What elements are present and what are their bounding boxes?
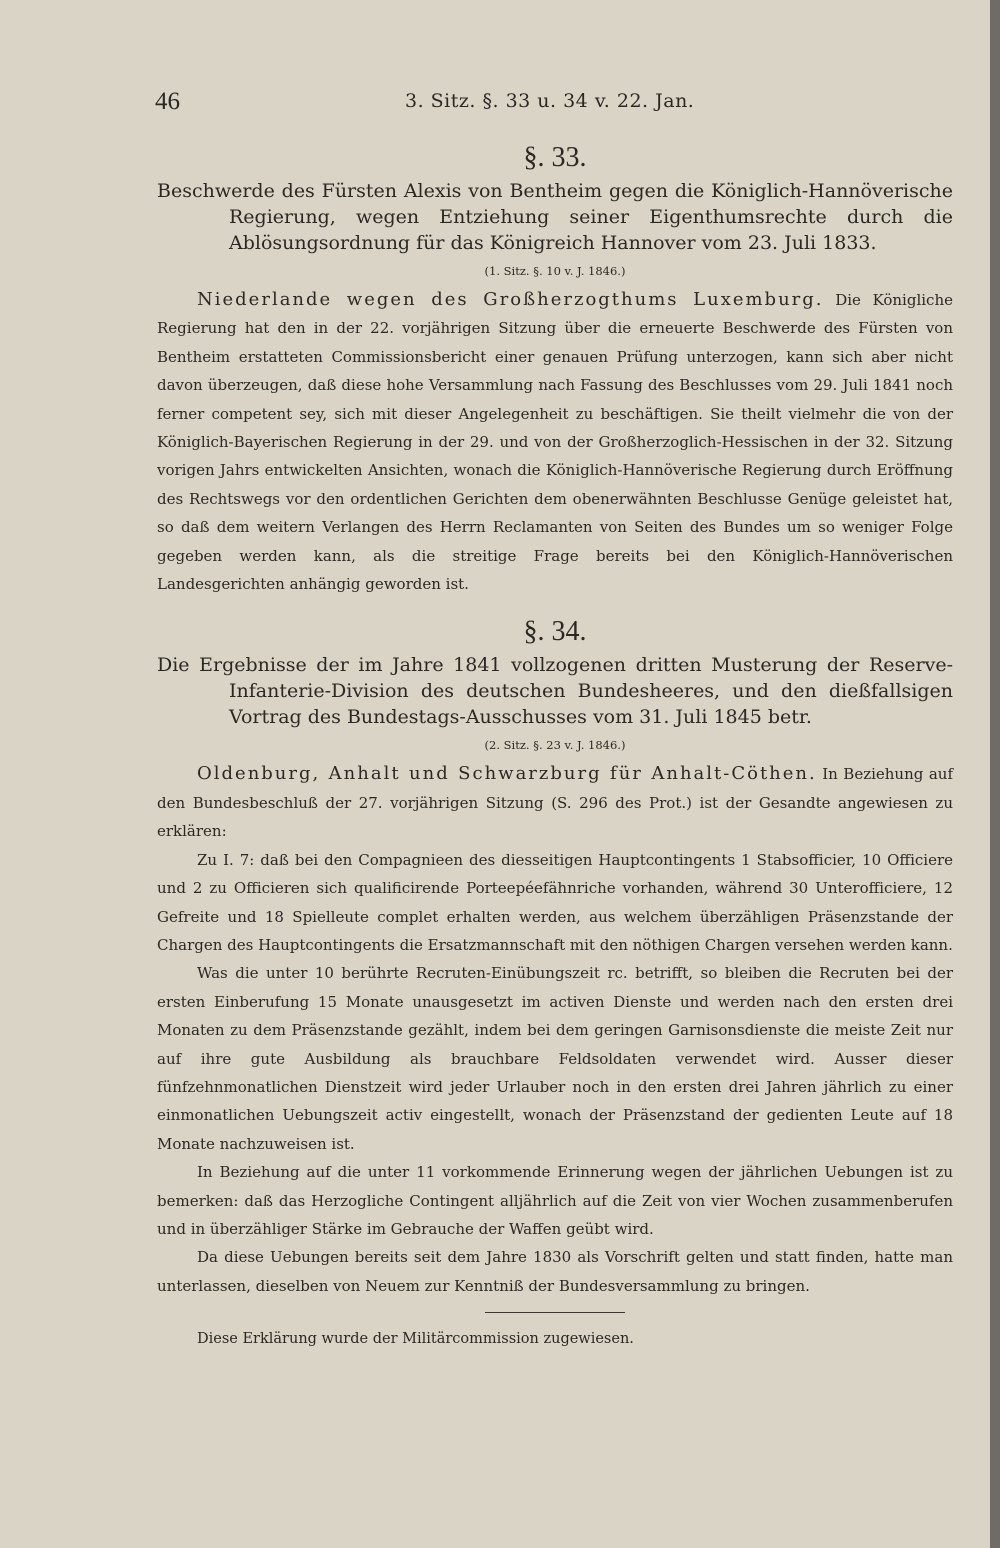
page-number: 46 (155, 88, 180, 115)
body-paragraph: Was die unter 10 berührte Recruten-Einübungszeit rc. betrifft, so bleiben die Recruten bei der ersten Einberufung 15 Monate unausgesetzt im activen Dienste und werden nach den ersten drei Monaten zu dem Präsenzstande gezählt, indem bei dem geringen Garnisonsdienste die meiste Zeit nur auf ihre gute Ausbildung als brauchbare Feldsoldaten verwendet wird. Ausser dieser fünfzehnmonatlichen Dienstzeit wird jeder Urlauber noch in den ersten drei Jahren jährlich zu einer einmonatlichen Uebungszeit activ eingestellt, wonach der Präsenzstand der gedienten Leute auf 18 Monate nachzuweisen ist. (157, 964, 953, 1153)
body-paragraph: Zu I. 7: daß bei den Compagnieen des diesseitigen Hauptcontingents 1 Stabsofficier, 10 Officiere und 2 zu Officieren sich qualificirende Porteepéefähnriche vorhanden, während 30 Unterofficiere, 12 Gefreite und 18 Spielleute complet erhalten werden, aus welchem überzähligen Präsenzstande der Chargen des Hauptcontingents die Ersatzmannschaft mit den nöthigen Chargen versehen werden kann. (157, 850, 953, 954)
footnote: Diese Erklärung wurde der Militärcommission zugewiesen. (197, 1331, 634, 1348)
section-body (157, 286, 953, 598)
divider-rule (485, 1312, 625, 1313)
page-content (157, 138, 953, 1351)
section-34 (157, 612, 953, 1351)
speaker-heading: Niederlande wegen des Großherzogthums Luxemburg. (197, 289, 824, 310)
section-number: §. 33. (523, 142, 587, 173)
section-number: §. 34. (523, 616, 587, 648)
page-header (155, 88, 955, 122)
body-paragraph: Die Königliche Regierung hat den in der 22. vorjährigen Sitzung über die erneuerte Beschwerde des Fürsten von Bentheim erstatteten Commissionsbericht einer genauen Prüfung unterzogen, kann sich aber nicht davon überzeugen, daß diese hohe Versammlung nach Fassung des Beschlusses vom 29. Juli 1841 noch ferner competent sey, sich mit dieser Angelegenheit zu beschäftigen. Sie theilt vielmehr die von der Königlich-Bayerischen Regierung in der 29. und von der Großherzoglich-Hessischen in der 32. Sitzung vorigen Jahrs entwickelten Ansichten, wonach die Königlich-Hannöverische Regierung durch Eröffnung des Rechtswegs vor den ordentlichen Gerichten dem obenerwähnten Beschlusse Genüge geleistet hat, so daß dem weitern Verlangen des Herrn Reclamanten von Seiten des Bundes um so weniger Folge gegeben werden kann, als die streitige Frage bereits bei den Königlich-Hannöverischen Landesgerichten anhängig geworden ist. (157, 291, 953, 594)
body-paragraph: Da diese Uebungen bereits seit dem Jahre 1830 als Vorschrift gelten und statt finden, hatte man unterlassen, dieselben von Neuem zur Kenntniß der Bundesversammlung zu bringen. (157, 1248, 953, 1295)
running-head: 3. Sitz. §. 33 u. 34 v. 22. Jan. (405, 90, 695, 112)
section-33 (157, 138, 953, 598)
section-reference: (2. Sitz. §. 23 v. J. 1846.) (484, 738, 626, 753)
speaker-heading: Oldenburg, Anhalt und Schwarzburg für Anhalt-Cöthen. (197, 763, 817, 785)
section-title: Beschwerde des Fürsten Alexis von Bentheim gegen die Königlich-Hannöverische Regierung, wegen Entziehung seiner Eigenthumsrechte durch die Ablösungsordnung für das Königreich Hannover vom 23. Juli 1833. (157, 180, 953, 254)
body-paragraph: In Beziehung auf den Bundesbeschluß der 27. vorjährigen Sitzung (S. 296 des Prot.) ist der Gesandte angewiesen zu erklären: (157, 765, 953, 841)
section-reference: (1. Sitz. §. 10 v. J. 1846.) (484, 264, 626, 278)
section-title: Die Ergebnisse der im Jahre 1841 vollzogenen dritten Musterung der Reserve-Infanterie-Division des deutschen Bundesheeres, und den dießfallsigen Vortrag des Bundestags-Ausschusses vom 31. Juli 1845 betr. (157, 654, 953, 729)
section-body (157, 760, 953, 845)
page-edge-shadow (990, 0, 1000, 1548)
body-paragraph: In Beziehung auf die unter 11 vorkommende Erinnerung wegen der jährlichen Uebungen ist zu bemerken: daß das Herzogliche Contingent alljährlich auf die Zeit von vier Wochen zusammenberufen und in überzähliger Stärke im Gebrauche der Waffen geübt wird. (157, 1163, 953, 1238)
